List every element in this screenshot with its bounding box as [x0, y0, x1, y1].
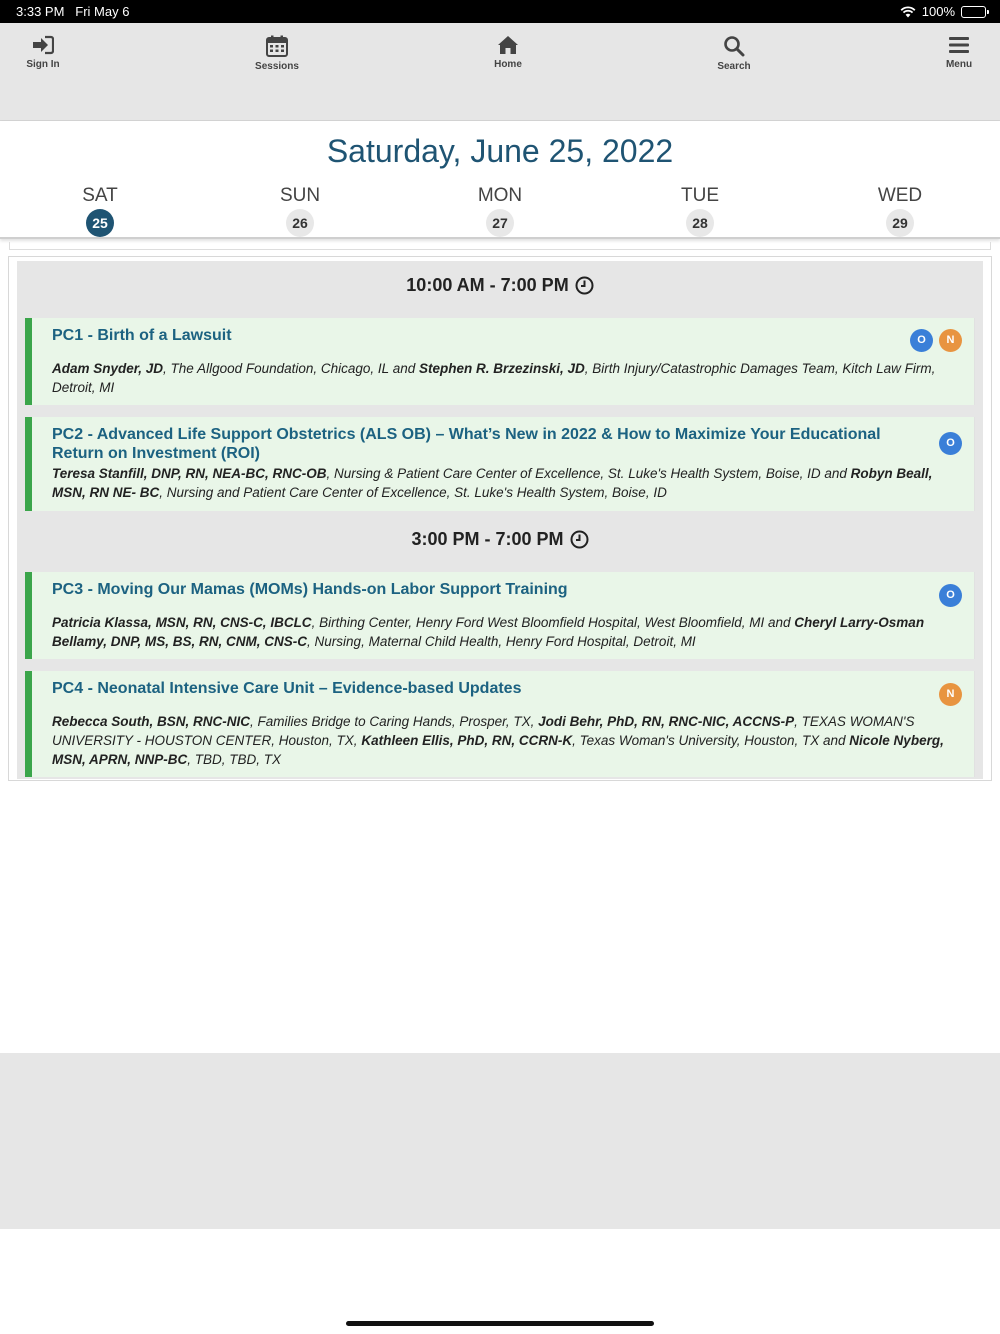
day-tab-dow: WED [877, 185, 923, 206]
session-card-pc1[interactable] [25, 318, 975, 405]
day-tab-mon[interactable] [440, 185, 560, 237]
day-tab-tue[interactable] [640, 185, 760, 237]
session-card-pc4[interactable] [25, 671, 975, 777]
session-title[interactable]: PC3 - Moving Our Mamas (MOMs) Hands-on Labor Support Training [52, 581, 568, 598]
clock-icon [575, 276, 594, 295]
schedule-panel [8, 256, 992, 781]
home-indicator[interactable] [346, 1321, 654, 1326]
day-tab-number: 29 [886, 209, 914, 237]
calendar-icon [266, 35, 288, 57]
day-tab-number: 28 [686, 209, 714, 237]
status-right [900, 4, 986, 19]
nav-sign-in[interactable] [0, 35, 88, 70]
day-tab-dow: TUE [681, 185, 719, 206]
battery-icon [961, 6, 986, 18]
home-icon [497, 35, 519, 55]
session-title[interactable]: PC4 - Neonatal Intensive Care Unit – Evidence-based Updates [52, 680, 522, 697]
session-badges [939, 432, 962, 455]
session-badges [910, 329, 962, 352]
day-tab-dow: SAT [82, 185, 118, 206]
day-tab-sun[interactable] [240, 185, 360, 237]
status-bar [0, 0, 1000, 23]
time-block-label: 3:00 PM - 7:00 PM [411, 529, 564, 549]
badge-o: O [939, 584, 962, 607]
date-header [0, 121, 1000, 239]
day-tab-dow: MON [477, 185, 523, 206]
session-badges [939, 683, 962, 706]
badge-n: N [939, 683, 962, 706]
session-speakers: Adam Snyder, JD, The Allgood Foundation, Chicago, IL and Stephen R. Brzezinski, JD, Birth Injury/Catastrophic Damages Team, Kitch Law Firm, Detroit, MI [52, 361, 936, 395]
time-block-header [17, 275, 983, 296]
nav-sessions[interactable] [232, 35, 322, 72]
session-speakers: Rebecca South, BSN, RNC-NIC, Families Bridge to Caring Hands, Prosper, TX, Jodi Behr, PhD, RN, RNC-NIC, ACCNS-P, TEXAS WOMAN'S UNIVERSITY - HOUSTON CENTER, Houston, TX, Kathleen Ellis, PhD, RN, CCRN-K, Texas Woman's University, Houston, TX and Nicole Nyberg, MSN, APRN, NNP-BC, TBD, TBD, TX [52, 714, 944, 767]
nav-home-label: Home [494, 59, 522, 70]
badge-o: O [939, 432, 962, 455]
battery-percent: 100% [921, 4, 955, 19]
top-nav [0, 23, 1000, 121]
day-tab-wed[interactable] [840, 185, 960, 237]
session-badges [939, 584, 962, 607]
time-block-label: 10:00 AM - 7:00 PM [406, 275, 569, 295]
nav-home[interactable] [463, 35, 553, 70]
session-speakers: Teresa Stanfill, DNP, RN, NEA-BC, RNC-OB, Nursing & Patient Care Center of Excellence, St. Luke's Health System, Boise, ID and Robyn Beall, MSN, RN NE- BC, Nursing and Patient Care Center of Excellence, St. Luke's Health System, Boise, ID [52, 466, 933, 500]
day-tab-number: 25 [86, 209, 114, 237]
schedule-list[interactable] [17, 261, 983, 779]
badge-n: N [939, 329, 962, 352]
session-card-pc3[interactable] [25, 572, 975, 659]
nav-sessions-label: Sessions [255, 61, 299, 72]
time-block-header [17, 529, 983, 550]
nav-menu-label: Menu [945, 59, 973, 70]
session-title[interactable]: PC1 - Birth of a Lawsuit [52, 327, 232, 344]
badge-o: O [910, 329, 933, 352]
nav-search-label: Search [717, 61, 751, 72]
date-title: Saturday, June 25, 2022 [326, 133, 674, 169]
menu-icon [948, 35, 970, 55]
footer-area [0, 1053, 1000, 1229]
clock-icon [570, 530, 589, 549]
nav-sign-in-label: Sign In [26, 59, 60, 70]
session-speakers: Patricia Klassa, MSN, RN, CNS-C, IBCLC, Birthing Center, Henry Ford West Bloomfield Hospital, West Bloomfield, MI and Cheryl Larry-Osman Bellamy, DNP, MS, BS, RN, CNM, CNS-C, Nursing, Maternal Child Health, Henry Ford Hospital, Detroit, MI [52, 615, 925, 649]
session-title[interactable]: PC2 - Advanced Life Support Obstetrics (ALS OB) – What’s New in 2022 & How to Maximize Your Educational Return on Investment (ROI) [52, 426, 881, 462]
day-tab-sat[interactable] [40, 185, 160, 237]
day-tab-number: 27 [486, 209, 514, 237]
sign-in-icon [32, 35, 54, 55]
status-time: 3:33 PM Fri May 6 [16, 4, 130, 19]
search-icon [723, 35, 745, 57]
session-card-pc2[interactable] [25, 417, 975, 511]
day-tab-number: 26 [286, 209, 314, 237]
divider [9, 242, 991, 250]
nav-menu[interactable] [914, 35, 1000, 70]
wifi-icon [900, 6, 916, 18]
day-tab-dow: SUN [279, 185, 321, 206]
nav-search[interactable] [689, 35, 779, 72]
